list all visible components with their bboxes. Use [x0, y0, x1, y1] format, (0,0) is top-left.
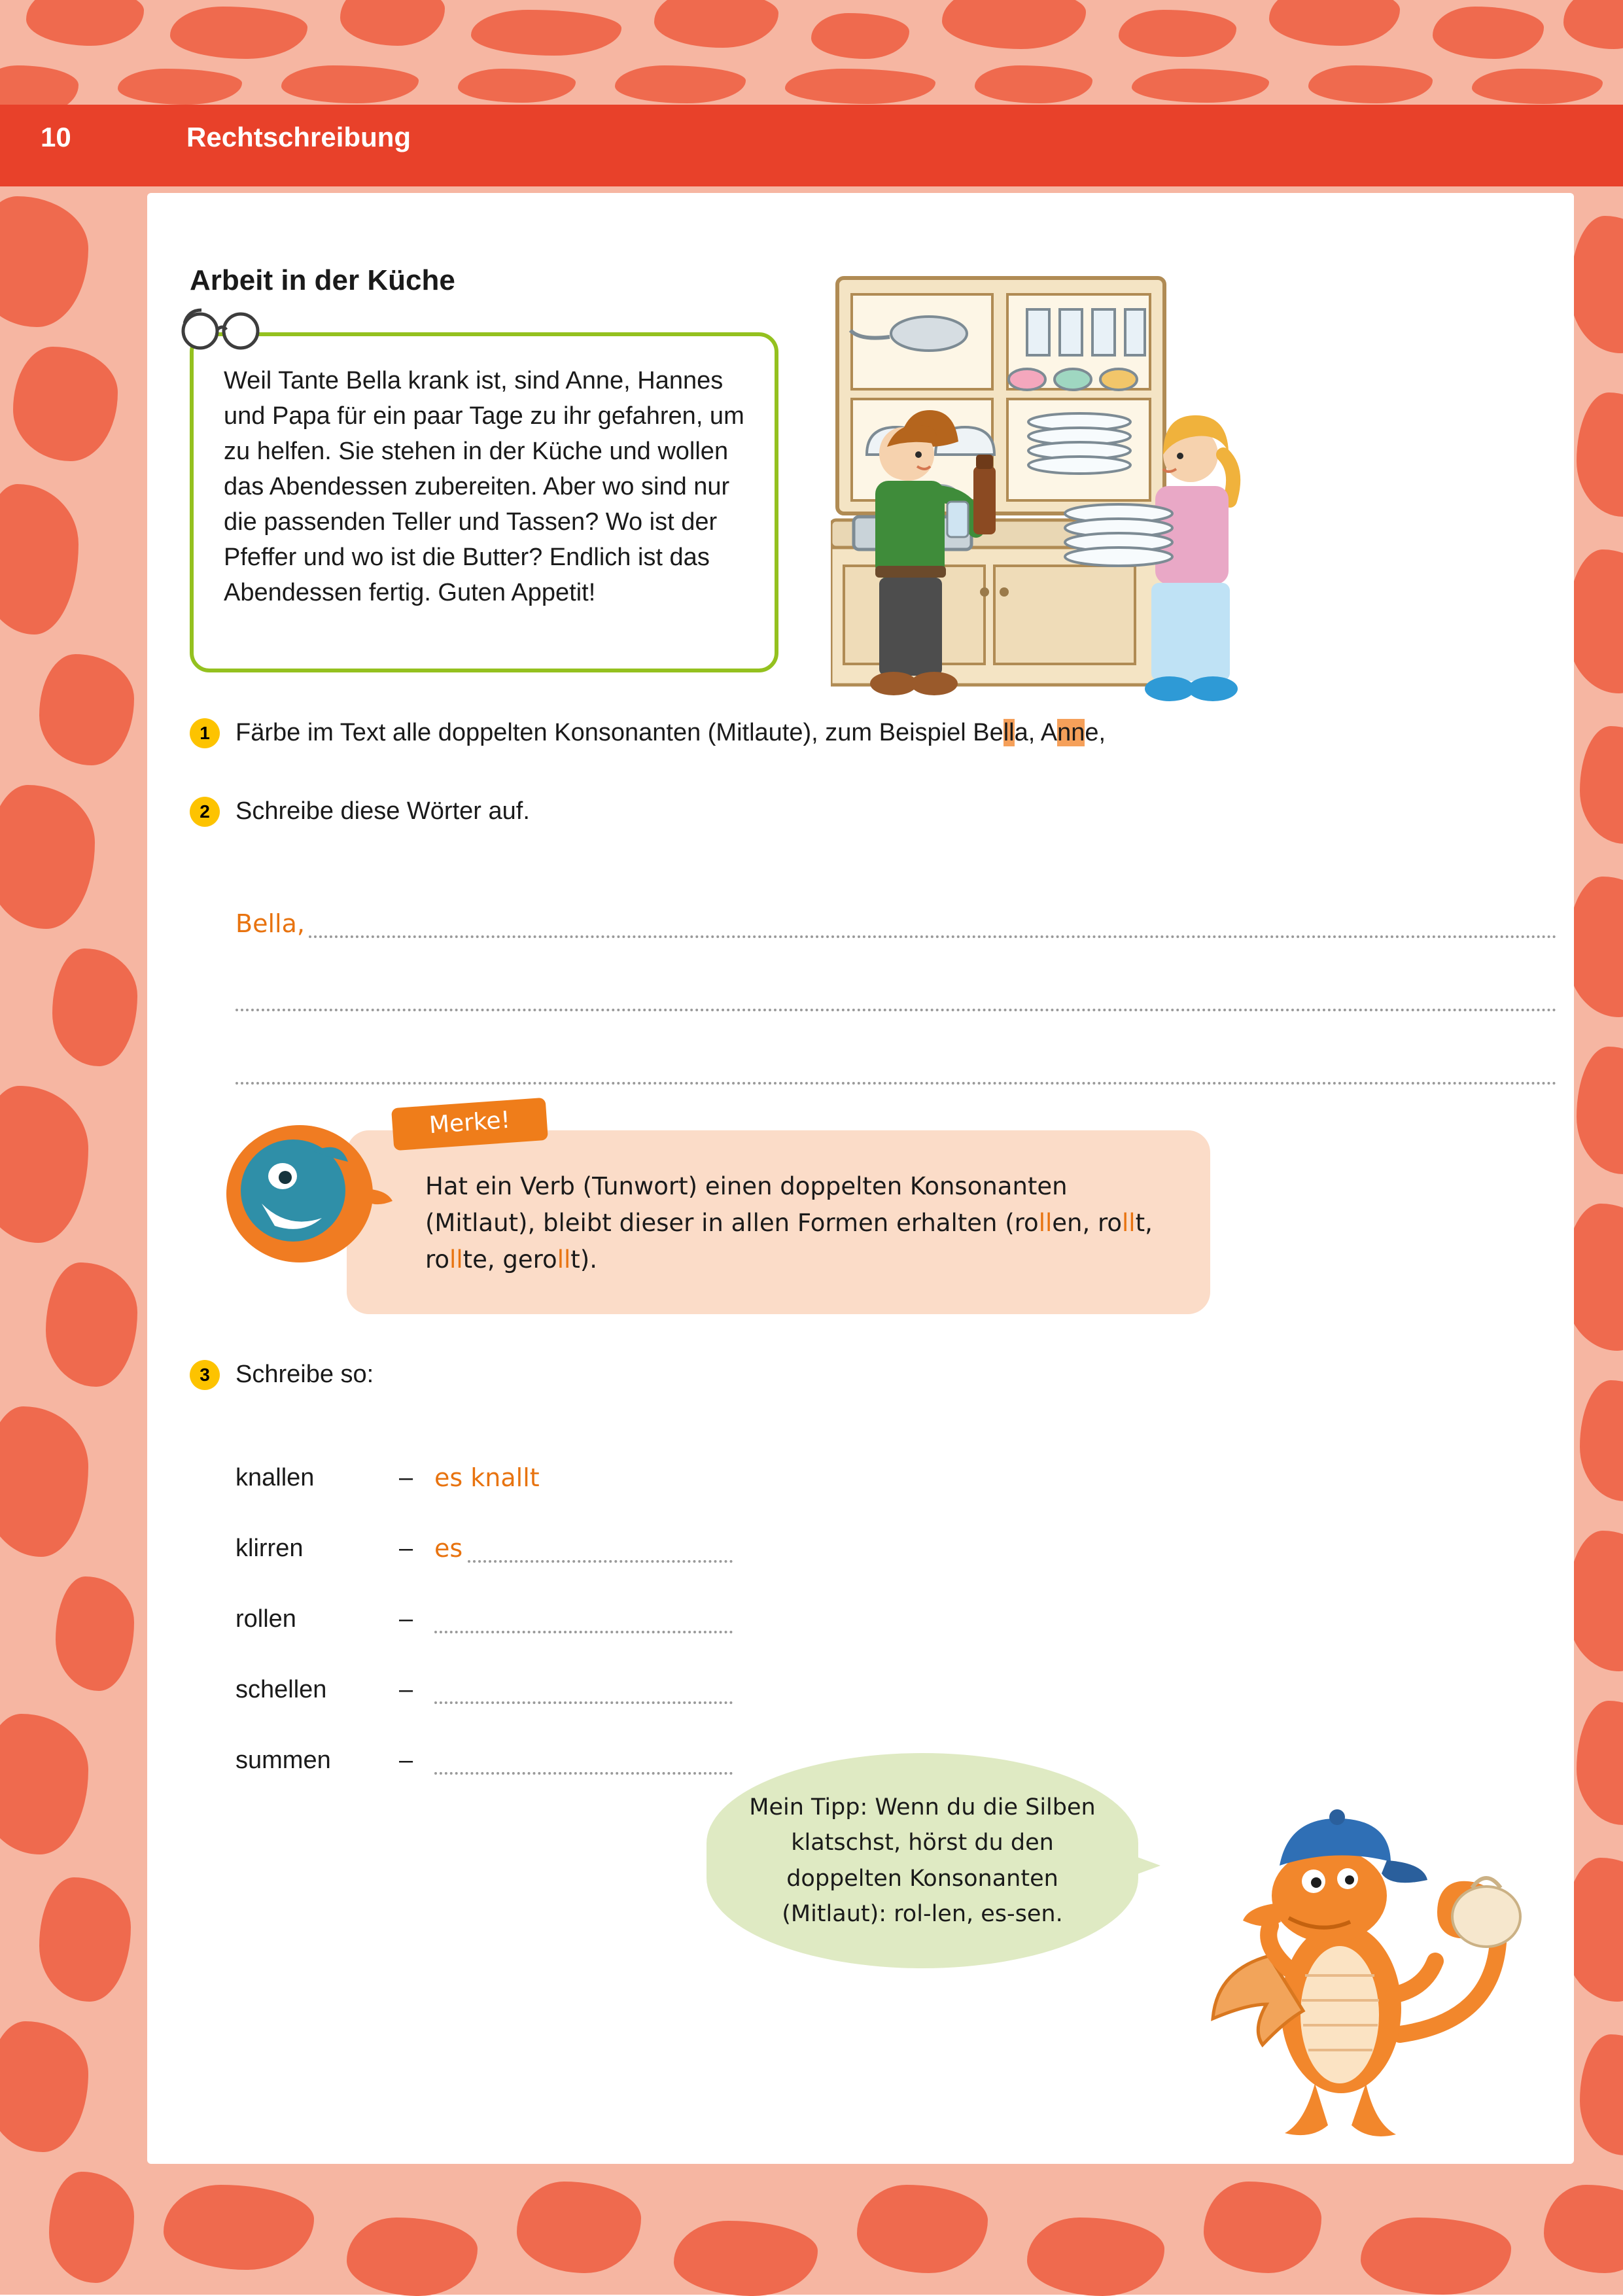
- exercise-dash: –: [399, 1746, 413, 1774]
- highlight-ll: ll: [1003, 719, 1015, 746]
- decorative-spot: [0, 1086, 88, 1243]
- decorative-spot: [1119, 10, 1236, 57]
- decorative-spot: [347, 2218, 478, 2296]
- exercise-dash: –: [399, 1463, 413, 1491]
- decorative-spot: [1577, 392, 1623, 517]
- page-number: 10: [41, 122, 71, 152]
- exercise-row[interactable]: [236, 1421, 733, 1492]
- decorative-spot: [654, 0, 778, 48]
- dragon-head-icon: [222, 1112, 399, 1276]
- dotted-line[interactable]: [309, 929, 1557, 938]
- dotted-line[interactable]: [468, 1554, 733, 1563]
- tip-text: Mein Tipp: Wenn du die Silben klatschst, hörst du den doppelten Konsonanten (Mitlaut): rol-len, es-sen.: [707, 1753, 1138, 1968]
- decorative-spot: [170, 7, 307, 59]
- decorative-spot: [674, 2221, 818, 2296]
- decorative-spot: [942, 0, 1086, 49]
- exercise-word: summen: [236, 1746, 331, 1774]
- decorative-spot: [0, 196, 88, 327]
- merke-ll-3: ll: [449, 1245, 463, 1274]
- merke-banner-label: Merke!: [391, 1098, 548, 1151]
- dotted-line[interactable]: [236, 1075, 1557, 1085]
- decorative-spot: [1027, 2218, 1164, 2296]
- decorative-spot: [1580, 2034, 1623, 2155]
- worksheet-title: Arbeit in der Küche: [190, 264, 455, 296]
- merke-part-5: t).: [570, 1245, 597, 1274]
- exercise-dash: –: [399, 1605, 413, 1633]
- decorative-spot: [1204, 2182, 1321, 2273]
- story-text: Weil Tante Bella krank ist, sind Anne, Hannes und Papa für ein paar Tage zu ihr gefahren, um zu helfen. Sie stehen in der Küche und wollen das Abendessen zubereiten. Aber wo sind nur die passenden Teller und Tassen? Wo ist der Pfeffer und wo ist die Butter? Endlich ist das Abendessen fertig. Guten Appetit!: [190, 332, 778, 672]
- decorative-spot: [26, 0, 144, 46]
- writing-line[interactable]: [236, 1011, 1557, 1085]
- decorative-spot: [1361, 2218, 1511, 2295]
- task-3-text: Schreibe so:: [236, 1360, 374, 1388]
- exercise-list: [236, 1421, 733, 1775]
- merke-text: [347, 1130, 1210, 1314]
- decorative-spot: [615, 65, 746, 103]
- task-number-badge: 2: [190, 797, 220, 827]
- decorative-spot: [471, 10, 621, 56]
- exercise-row[interactable]: [236, 1704, 733, 1775]
- decorative-spot: [49, 2172, 134, 2283]
- decorative-spot: [1580, 1380, 1623, 1501]
- task-1-mid: a, A: [1014, 719, 1058, 746]
- decorative-spot: [13, 347, 118, 461]
- decorative-spot: [1577, 1701, 1623, 1825]
- exercise-row[interactable]: [236, 1563, 733, 1633]
- decorative-spot: [56, 1576, 134, 1691]
- decorative-spot: [517, 2182, 641, 2273]
- decorative-spot: [1308, 65, 1433, 103]
- story-box-wrapper: [190, 332, 778, 672]
- section-title: Rechtschreibung: [186, 122, 411, 152]
- decorative-spot: [0, 785, 95, 929]
- decorative-spot: [975, 65, 1092, 103]
- task-2-text: Schreibe diese Wörter auf.: [236, 797, 530, 825]
- decorative-spot: [52, 948, 137, 1066]
- merke-ll-4: ll: [557, 1245, 571, 1274]
- decorative-spot: [1269, 0, 1400, 46]
- prefill-answer: Bella,: [236, 909, 305, 938]
- decorative-spot: [0, 484, 79, 635]
- merke-part-1: Hat ein Verb (Tunwort) einen doppelten Konsonanten (Mitlaut), bleibt dieser in allen Formen erhalten (ro: [425, 1172, 1068, 1238]
- exercise-dash: –: [399, 1675, 413, 1703]
- task-3: [190, 1357, 1557, 1393]
- dotted-line[interactable]: [434, 1624, 733, 1633]
- decorative-spot: [1577, 1047, 1623, 1174]
- decorative-spot: [1433, 7, 1544, 59]
- exercise-row[interactable]: [236, 1633, 733, 1704]
- decorative-spot: [39, 1877, 131, 2002]
- merke-part-4: te, gero: [462, 1245, 557, 1274]
- merke-ll-2: ll: [1122, 1209, 1136, 1238]
- decorative-spot: [340, 0, 445, 46]
- kitchen-scene-illustration: [831, 258, 1374, 913]
- merke-section: [347, 1106, 1210, 1314]
- decorative-spot: [1472, 69, 1603, 104]
- writing-line[interactable]: [236, 938, 1557, 1011]
- merke-ll-1: ll: [1038, 1209, 1053, 1238]
- task-1-instruction: Färbe im Text alle doppelten Konsonanten (Mitlaute), zum Beispiel Be: [236, 719, 1003, 746]
- decorative-spot: [0, 2021, 88, 2152]
- decorative-spot: [785, 69, 935, 104]
- decorative-spot: [458, 69, 576, 103]
- merke-part-2: en, ro: [1052, 1209, 1123, 1238]
- tip-bubble-tail: [1121, 1851, 1161, 1880]
- decorative-spot: [39, 654, 134, 765]
- exercise-answer: es knallt: [434, 1463, 540, 1492]
- task-number-badge: 3: [190, 1360, 220, 1390]
- dotted-line[interactable]: [236, 1002, 1557, 1011]
- decorative-spot: [0, 1714, 88, 1854]
- tip-bubble-wrapper: [707, 1753, 1138, 1968]
- exercise-word: klirren: [236, 1534, 304, 1562]
- dragon-with-cap-illustration: [1191, 1753, 1531, 2159]
- task-number-badge: 1: [190, 718, 220, 748]
- decorative-spot: [281, 65, 419, 103]
- decorative-spot: [1580, 726, 1623, 844]
- exercise-row[interactable]: [236, 1492, 733, 1563]
- decorative-spot: [46, 1262, 137, 1387]
- decorative-spot: [857, 2185, 988, 2273]
- decorative-spot: [118, 69, 242, 105]
- decorative-spot: [1567, 877, 1623, 1017]
- decorative-spot: [1567, 1531, 1623, 1671]
- decorative-spot: [0, 1406, 88, 1557]
- decorative-spot: [1563, 0, 1623, 49]
- dotted-line[interactable]: [434, 1695, 733, 1704]
- decorative-spot: [1567, 549, 1623, 693]
- decorative-spot: [1544, 2185, 1623, 2273]
- dotted-line[interactable]: [434, 1765, 733, 1775]
- highlight-nn: nn: [1057, 719, 1085, 746]
- task-1-end: e,: [1085, 719, 1106, 746]
- merke-part-3: t, ro: [425, 1209, 1153, 1274]
- exercise-word: rollen: [236, 1605, 296, 1633]
- decorative-spot: [1132, 69, 1269, 103]
- exercise-answer: es: [434, 1533, 463, 1563]
- exercise-word: knallen: [236, 1463, 315, 1491]
- decorative-spot: [1570, 216, 1623, 353]
- decorative-spot: [164, 2185, 314, 2270]
- exercise-word: schellen: [236, 1675, 327, 1703]
- exercise-dash: –: [399, 1534, 413, 1562]
- decorative-spot: [811, 13, 909, 59]
- glasses-icon: [178, 306, 263, 352]
